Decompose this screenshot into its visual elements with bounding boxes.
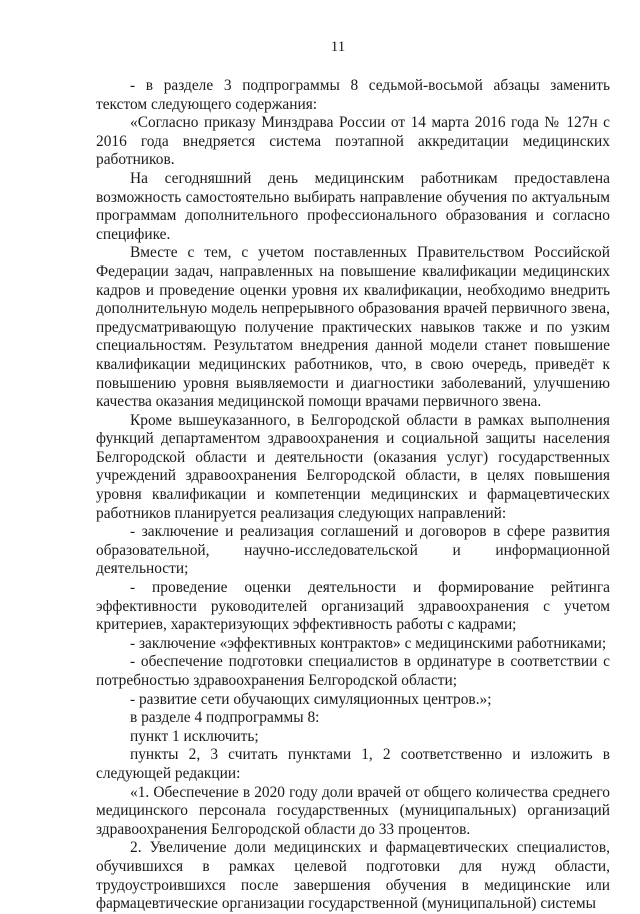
paragraph-order-127n: «Согласно приказу Минздрава России от 14 марта 2016 года № 127н с 2016 года внедряется система поэтапной аккредитации медицинских работников. [96,114,610,169]
paragraph-section4-intro: в разделе 4 подпрограммы 8: [130,709,320,727]
page-number: 11 [330,39,346,55]
list-item-simulation-centers: - развитие сети обучающих симуляционных центров.»; [130,690,492,708]
paragraph-belgorod-directions: Кроме вышеуказанного, в Белгородской области в рамках выполнения функций департаментом здравоохранения и социальной защиты населения Белгородской области и деятельности (оказания услуг) государственных учреждений здравоохранения Белгородской области, в целях повышения уровня квалификации и компетенции медицинских и фармацевтических работников планируется реализация следующих направлений: [96,411,610,522]
paragraph-section3-intro: - в разделе 3 подпрограммы 8 седьмой-восьмой абзацы заменить текстом следующего содержания: [96,77,610,113]
paragraph-renumber-points: пункты 2, 3 считать пунктами 1, 2 соответственно и изложить в следующей редакции: [96,746,610,782]
list-item-rating: - проведение оценки деятельности и формирование рейтинга эффективности руководителей организаций здравоохранения с учетом критериев, характеризующих эффективность работы с кадрами; [96,579,610,634]
list-item-agreements: - заключение и реализация соглашений и договоров в сфере развития образовательной, научно-исследовательской и информационной деятельности; [96,523,610,578]
paragraph-current-choice: На сегодняшний день медицинским работникам предоставлена возможность самостоятельно выбирать направление обучения по актуальным программам дополнительного профессионального образования и согласно специфике. [96,169,610,243]
list-item-contracts: - заключение «эффективных контрактов» с медицинскими работниками; [130,634,607,652]
list-item-residency: - обеспечение подготовки специалистов в ординатуре в соответствии с потребностью здравоохранения Белгородской области; [96,653,610,689]
paragraph-point1-exclude: пункт 1 исключить; [130,727,259,745]
paragraph-point1-new: «1. Обеспечение в 2020 году доли врачей от общего количества среднего медицинского персонала государственных (муниципальных) организаций здравоохранения Белгородской области до 33 процентов. [96,783,610,838]
paragraph-point2-new: 2. Увеличение доли медицинских и фармацевтических специалистов, обучившихся в рамках целевой подготовки для нужд области, трудоустроившихся после завершения обучения в медицинские или фармацевтические организации государственной (муниципальной) системы [96,839,610,913]
paragraph-continuous-education: Вместе с тем, с учетом поставленных Правительством Российской Федерации задач, направленных на повышение квалификации медицинских кадров и проведение оценки уровня их квалификации, необходимо внедрить дополнительную модель непрерывного образования врачей первичного звена, предусматривающую получение практических навыков также и по узким специальностям. Результатом внедрения данной модели станет повышение квалификации медицинских работников, что, в свою очередь, приведёт к повышению уровня выявляемости и диагностики заболеваний, улучшению качества оказания медицинской помощи врачами первичного звена. [96,244,610,411]
